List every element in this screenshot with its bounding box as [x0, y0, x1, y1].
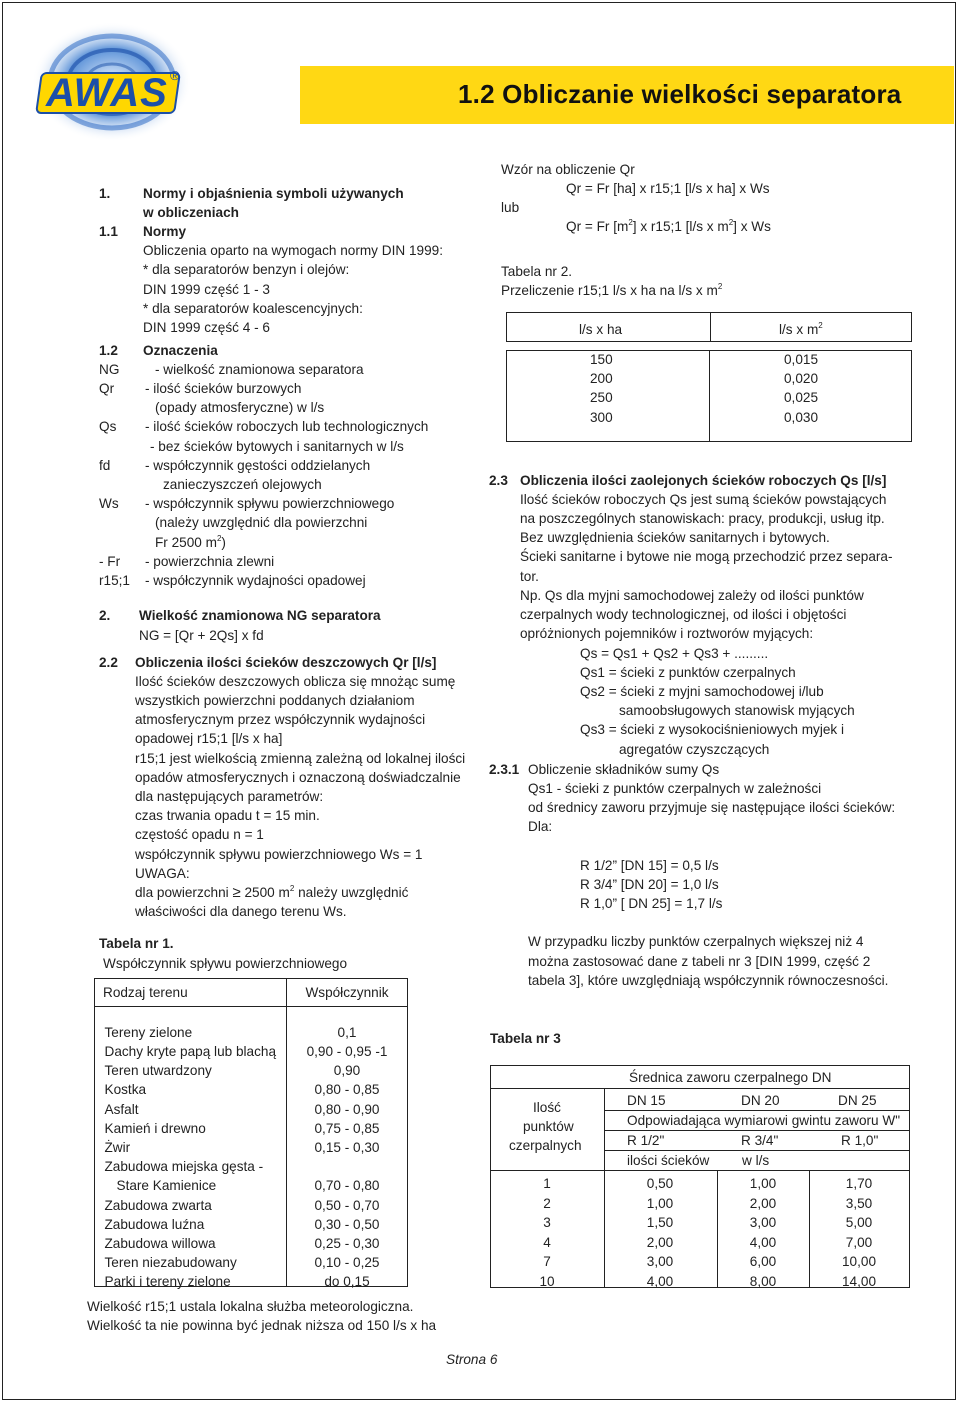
terrain-cell: Asfalt: [104, 1101, 139, 1117]
rain-text-line: czas trwania opadu t = 15 min.: [135, 808, 320, 823]
symbol-r15: r15;1: [99, 573, 130, 588]
t3-cell: 2: [543, 1195, 551, 1211]
dn-flow-line: R 1,0” [ DN 25] = 1,7 l/s: [580, 896, 723, 911]
table-row: [95, 1196, 408, 1215]
rain-text-line: atmosferycznym przez współczynnik wydajności: [135, 712, 426, 727]
t3-cell: 3,00: [646, 1254, 674, 1270]
dn-flow-line: R 3/4” [DN 20] = 1,0 l/s: [580, 877, 719, 892]
section-1-title: Normy i objaśnienia symboli używanych: [143, 186, 404, 201]
qs-text-line: Ilość ścieków roboczych Qs jest sumą ścieków powstających: [520, 492, 887, 507]
section-1-2-number: 1.2: [99, 343, 118, 358]
section-2-2-number: 2.2: [99, 655, 118, 670]
t3-cell: 7,00: [845, 1234, 873, 1250]
page-title: 1.2 Obliczanie wielkości separatora: [458, 79, 902, 109]
coefficient-cell: 0,30 - 0,50: [314, 1216, 380, 1232]
qs-text-line: na poszczególnych stanowiskach: pracy, produkcji, usług itp.: [520, 511, 885, 526]
table-row: [95, 1042, 408, 1061]
coefficient-cell: 0,10 - 0,25: [314, 1255, 380, 1271]
t3-row-label: punktów: [523, 1119, 574, 1134]
terrain-cell: Kostka: [104, 1082, 147, 1098]
f2a: Qr = Fr [m: [566, 219, 629, 234]
rain-text-line: r15;1 jest wielkością zmienną zależną od lokalnej ilości: [135, 751, 466, 766]
t3-vrule: [604, 1170, 605, 1287]
section-2-number: 2.: [99, 608, 111, 623]
terrain-cell: Tereny zielone: [104, 1024, 193, 1040]
section-2-3-1-number: 2.3.1: [489, 762, 520, 777]
symbol-qs-desc: - ilość ścieków roboczych lub technologicznych: [145, 419, 429, 434]
t3-cell: 3,00: [749, 1215, 777, 1231]
uwaga-sup: 2: [289, 884, 295, 893]
section-1-title-cont: w obliczeniach: [143, 205, 239, 220]
symbol-fd-desc-cont: zanieczyszczeń olejowych: [163, 477, 322, 492]
table-2-m2-cell: 0,025: [784, 390, 819, 406]
t3-vrule: [717, 1170, 718, 1287]
table-2-m2-cell: 0,015: [784, 352, 819, 367]
rain-text-uwaga: [135, 883, 408, 902]
table-row: [95, 1023, 408, 1042]
qs1-def: Qs1 = ścieki z punktów czerpalnych: [580, 665, 796, 680]
symbol-ws-desc: - współczynnik spływu powierzchniowego: [145, 496, 395, 511]
symbol-ws-area: [155, 533, 226, 552]
logo-text: AWAS: [46, 71, 168, 115]
table-row: [95, 1234, 408, 1253]
qr-formula-1: Qr = Fr [ha] x r15;1 [l/s x ha] x Ws: [566, 181, 770, 196]
norm-line: * dla separatorów benzyn i olejów:: [143, 262, 350, 277]
t3-cell: 10,00: [841, 1254, 877, 1270]
ws-area-sup: 2: [216, 534, 222, 543]
symbol-fr: - Fr: [99, 554, 121, 569]
f2-sup2: 2: [728, 218, 734, 227]
t2-cap-text: Przeliczenie r15;1 l/s x ha na l/s x m: [501, 283, 718, 298]
terrain-cell: Teren utwardzony: [104, 1063, 212, 1079]
ge-symbol: ≥: [232, 884, 241, 901]
table-header-row: [95, 979, 408, 1007]
qs1-text-line: od średnicy zaworu przyjmuje się następujące ilości ścieków:: [528, 800, 896, 815]
qs-sum-formula: Qs = Qs1 + Qs2 + Qs3 + .........: [580, 646, 769, 661]
t3-dn: DN 25: [838, 1093, 877, 1108]
t3-vrule: [809, 1170, 810, 1287]
terrain-cell: Kamień i drewno: [104, 1120, 206, 1136]
t3-cell: 0,50: [646, 1176, 674, 1191]
coefficient-cell: 0,90: [333, 1063, 361, 1079]
qs-text-line: opróżnionych pojemników i roztworów myjących:: [520, 626, 814, 641]
symbol-ws-desc-cont: (należy uwzględnić dla powierzchni: [155, 515, 368, 530]
section-2-3-number: 2.3: [489, 473, 508, 488]
coefficient-cell: do 0,15: [324, 1274, 370, 1290]
table-2-body-divider: [709, 350, 710, 442]
terrain-cell: Zabudowa miejska gęsta -: [104, 1159, 264, 1175]
norm-line: DIN 1999 część 4 - 6: [143, 320, 270, 335]
table-row: [95, 1272, 408, 1291]
qs2-def-cont: samoobsługowych stanowisk myjących: [619, 703, 855, 718]
table-2-header-divider: [710, 313, 711, 341]
section-2-title: Wielkość znamionowa NG separatora: [139, 608, 381, 623]
symbol-ng: NG: [99, 362, 120, 377]
t3-equiv: Odpowiadająca wymiarowi gwintu zaworu W": [627, 1113, 901, 1128]
qs1-text-line: Dla:: [528, 819, 553, 834]
table-2-ha-cell: 150: [590, 352, 613, 367]
or-text: lub: [501, 200, 520, 215]
qs2-def: Qs2 = ścieki z myjni samochodowej i/lub: [580, 684, 824, 699]
table-2-label: Tabela nr 2.: [501, 264, 573, 279]
qs3-def-cont: agregatów czyszczących: [619, 742, 770, 757]
t3-unit: w l/s: [742, 1153, 770, 1168]
rain-text-line: UWAGA:: [135, 866, 190, 881]
table-row: [95, 1061, 408, 1080]
t3-dn: DN 15: [627, 1093, 666, 1108]
table-row: [95, 1100, 408, 1119]
table-row: [95, 1138, 408, 1157]
norm-line: DIN 1999 część 1 - 3: [143, 282, 270, 297]
qs1-text-line: Qs1 - ścieki z punktów czerpalnych w zależności: [528, 781, 822, 796]
terrain-cell: Teren niezabudowany: [104, 1255, 237, 1271]
table-row: [95, 1215, 408, 1234]
section-2-3-1-title: Obliczenie składników sumy Qs: [528, 762, 720, 777]
t3-dn: DN 20: [741, 1093, 780, 1108]
note-line: Wielkość r15;1 ustala lokalna służba meteorologiczna.: [87, 1299, 414, 1314]
table-row: [95, 1176, 408, 1195]
terrain-cell: Dachy kryte papą lub blachą: [104, 1043, 277, 1059]
section-1-1-title: Normy: [143, 224, 187, 239]
table-row: [95, 1157, 408, 1176]
t3-cell: 1: [543, 1176, 551, 1191]
note-line: Wielkość ta nie powinna być jednak niższa od 150 l/s x ha: [87, 1318, 437, 1333]
f2-sup1: 2: [628, 218, 633, 227]
dn-flow-line: R 1/2” [DN 15] = 0,5 l/s: [580, 858, 719, 873]
t2-head-m2-sup: 2: [818, 321, 823, 330]
valve-flow-table: [490, 1065, 910, 1288]
uwaga-c: należy uwzględnić: [294, 885, 409, 900]
terrain-cell: Parki i tereny zielone: [104, 1274, 231, 1290]
table-2-head-m2: [779, 320, 823, 339]
simultaneity-line: W przypadku liczby punktów czerpalnych większej niż 4: [528, 934, 864, 949]
t3-cell: 4: [543, 1234, 551, 1250]
t3-cell: 8,00: [749, 1274, 777, 1289]
ng-formula: NG = [Qr + 2Qs] x fd: [139, 628, 264, 643]
coefficient-cell: 0,90 - 0,95 -1: [306, 1043, 388, 1059]
formula-intro: Wzór na obliczenie Qr: [501, 162, 635, 177]
ws-area-end: ): [221, 535, 226, 550]
coefficient-cell: 0,80 - 0,90: [314, 1101, 380, 1117]
table-2-m2-cell: 0,030: [784, 409, 819, 425]
t3-unit: ilości ścieków: [627, 1153, 710, 1168]
t3-row-label: Ilość: [533, 1100, 561, 1115]
table-2-ha-cell: 200: [590, 371, 613, 387]
terrain-cell: Zabudowa luźna: [104, 1216, 205, 1232]
t3-cell: 4,00: [749, 1234, 777, 1250]
t3-cell: 10: [539, 1274, 555, 1289]
table-3-label: Tabela nr 3: [490, 1031, 561, 1046]
table-1-divider: [286, 978, 287, 1287]
table-1-caption: Współczynnik spływu powierzchniowego: [103, 956, 348, 971]
table-2-caption: [501, 281, 722, 300]
symbol-qr-desc: - ilość ścieków burzowych: [145, 381, 302, 396]
symbol-ws: Ws: [99, 496, 119, 511]
coefficient-cell: 0,75 - 0,85: [314, 1120, 380, 1136]
section-1-2-title: Oznaczenia: [143, 343, 218, 358]
section-1-1-number: 1.1: [99, 224, 118, 239]
t3-cell: 3: [543, 1215, 551, 1231]
runoff-coefficient-table: [94, 978, 408, 1292]
table-row: [95, 1253, 408, 1272]
title-band: [300, 66, 954, 124]
simultaneity-line: tabela 3], które uwzględniają współczynnik równoczesności.: [528, 973, 889, 988]
ws-area-text: Fr 2500 m: [155, 535, 217, 550]
qs-text-line: Np. Qs dla myjni samochodowej zależy od ilości punktów: [520, 588, 864, 603]
terrain-cell: Żwir: [104, 1139, 131, 1155]
symbol-fr-desc: - powierzchnia zlewni: [145, 554, 275, 569]
rain-text-line: dla następujących parametrów:: [135, 789, 324, 804]
norm-line: Obliczenia oparto na wymogach normy DIN 1999:: [143, 243, 443, 258]
table-2-ha-cell: 300: [590, 409, 613, 425]
t3-r: R 1/2": [627, 1133, 665, 1148]
terrain-cell: Stare Kamienice: [116, 1178, 217, 1194]
table-row: [95, 1080, 408, 1099]
t3-cell: 1,70: [845, 1176, 873, 1191]
awas-logo: [30, 20, 195, 145]
t2-cap-sup: 2: [717, 282, 723, 291]
simultaneity-line: można zastosować dane z tabeli nr 3 [DIN 1999, część 2: [528, 954, 871, 969]
t3-cell: 3,50: [845, 1195, 873, 1211]
coefficient-cell: 0,1: [337, 1024, 357, 1040]
qs-text-line: czerpalnych wody technologicznej, od ilości i objętości: [520, 607, 847, 622]
qs3-def: Qs3 = ścieki z wysokociśnieniowych myjek i: [580, 722, 845, 737]
t3-r: R 3/4": [741, 1133, 779, 1148]
t3-cell: 1,00: [749, 1176, 777, 1191]
coefficient-cell: 0,70 - 0,80: [314, 1178, 380, 1194]
uwaga-a: dla powierzchni: [135, 885, 233, 900]
f2c: ] x Ws: [733, 219, 771, 234]
coefficient-cell: 0,80 - 0,85: [314, 1082, 380, 1098]
t3-cell: 7: [543, 1254, 551, 1270]
symbol-r15-desc: - współczynnik wydajności opadowej: [145, 573, 366, 588]
symbol-fd: fd: [99, 458, 111, 473]
symbol-qs: Qs: [99, 419, 117, 434]
f2b: ] x r15;1 [l/s x m: [632, 219, 729, 234]
qr-formula-2: [566, 217, 771, 236]
t3-rule: [491, 1088, 909, 1089]
coefficient-cell: 0,25 - 0,30: [314, 1235, 380, 1251]
t3-cell: 2,00: [749, 1195, 777, 1211]
rain-text-line: właściwości dla danego terenu Ws.: [135, 904, 347, 919]
table-2-ha-cell: 250: [590, 390, 613, 406]
logo-registered-mark: ®: [170, 68, 180, 83]
uwaga-b: 2500 m: [240, 885, 290, 900]
section-2-2-title: Obliczenia ilości ścieków deszczowych Qr [l/s]: [135, 655, 437, 670]
norm-line: * dla separatorów koalescencyjnych:: [143, 301, 363, 316]
t3-cell: 5,00: [845, 1215, 873, 1231]
table-2-header: [506, 312, 912, 342]
symbol-ng-desc: - wielkość znamionowa separatora: [155, 362, 364, 377]
symbol-qr-desc-cont: (opady atmosferyczne) w l/s: [155, 400, 325, 415]
rain-text-line: Ilość ścieków deszczowych oblicza się mnożąc sumę: [135, 674, 456, 689]
t3-head-span: Średnica zaworu czerpalnego DN: [629, 1070, 832, 1085]
t3-row-label: czerpalnych: [509, 1138, 582, 1153]
rain-text-line: opadowej r15;1 [l/s x ha]: [135, 731, 283, 746]
t3-r: R 1,0": [841, 1133, 879, 1148]
rain-text-line: współczynnik spływu powierzchniowego Ws = 1: [135, 847, 423, 862]
t3-cell: 14,00: [841, 1274, 877, 1289]
rain-text-line: częstość opadu n = 1: [135, 827, 264, 842]
coefficient-cell: 0,15 - 0,30: [314, 1139, 380, 1155]
qs-text-line: tor.: [520, 569, 539, 584]
table-header-cell: Rodzaj terenu: [95, 979, 287, 1007]
rain-text-line: opadów atmosferycznych i oznaczoną doświadczalnie: [135, 770, 461, 785]
t3-cell: 4,00: [646, 1274, 674, 1289]
table-2-head-ha: l/s x ha: [579, 322, 623, 337]
t3-cell: 1,50: [646, 1215, 674, 1231]
coefficient-cell: [287, 1157, 408, 1176]
qs-text-line: Bez uwzględnienia ścieków sanitarnych i bytowych.: [520, 530, 830, 545]
coefficient-cell: 0,50 - 0,70: [314, 1197, 380, 1213]
page-number: Strona 6: [446, 1352, 498, 1367]
table-spacer-row: [95, 1007, 408, 1023]
table-2-m2-cell: 0,020: [784, 371, 819, 387]
symbol-fd-desc: - współczynnik gęstości oddzielanych: [145, 458, 371, 473]
qs-text-line: Ścieki sanitarne i bytowe nie mogą przechodzić przez separa-: [520, 549, 893, 564]
symbol-qr: Qr: [99, 381, 115, 396]
terrain-cell: Zabudowa zwarta: [104, 1197, 212, 1213]
section-1-number: 1.: [99, 186, 111, 201]
symbol-qs-desc-cont: - bez ścieków bytowych i sanitarnych w l/s: [150, 439, 404, 454]
rain-text-line: wszystkich powierzchni poddanych działaniom: [135, 693, 415, 708]
table-row: [95, 1119, 408, 1138]
t3-cell: 1,00: [646, 1195, 674, 1211]
t3-cell: 6,00: [749, 1254, 777, 1270]
t2-head-m2-text: l/s x m: [779, 322, 819, 337]
table-1-label: Tabela nr 1.: [99, 936, 174, 951]
t3-cell: 2,00: [646, 1234, 674, 1250]
terrain-cell: Zabudowa willowa: [104, 1235, 216, 1251]
table-header-cell: Współczynnik: [287, 979, 408, 1007]
section-2-3-title: Obliczenia ilości zaolejonych ścieków roboczych Qs [l/s]: [520, 473, 887, 488]
